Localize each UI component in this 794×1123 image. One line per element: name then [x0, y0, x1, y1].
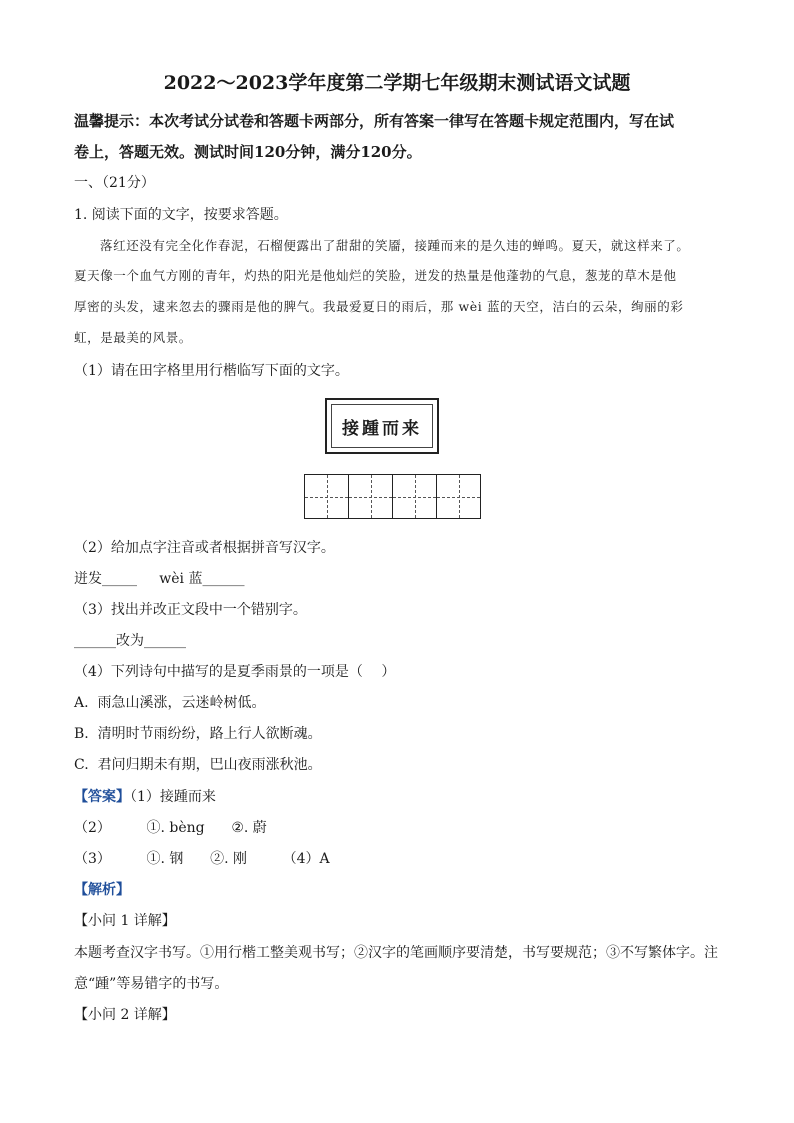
tianzige-cell[interactable] — [304, 474, 349, 519]
notice-line-2: 卷上，答题无效。测试时间120分钟，满分120分。 — [74, 143, 422, 161]
sub-question-1: （1）请在田字格里用行楷临写下面的文字。 — [74, 363, 349, 379]
section-heading: 一、（21分） — [74, 175, 155, 191]
passage-line-4: 虹，是最美的风景。 — [74, 330, 192, 345]
option-b: B. 清明时节雨纷纷，路上行人欲断魂。 — [74, 726, 322, 742]
passage-line-3: 厚密的头发，逮来忽去的骤雨是他的脾气。我最爱夏日的雨后，那 wèi 蓝的天空，洁白的云朵，绚丽的彩 — [74, 299, 684, 314]
detail-1-title: 【小问 1 详解】 — [74, 913, 176, 929]
answer-line-1: （1）接踵而来 — [130, 789, 216, 805]
analysis-label: 【解析】 — [74, 882, 130, 898]
tianzige-grid — [305, 474, 481, 519]
tianzige-cell[interactable] — [348, 474, 393, 519]
sub-question-2: （2）给加点字注音或者根据拼音写汉字。 — [74, 540, 335, 556]
option-c: C. 君问归期未有期，巴山夜雨涨秋池。 — [74, 757, 322, 773]
tianzige-cell[interactable] — [436, 474, 481, 519]
tianzige-cell[interactable] — [392, 474, 437, 519]
exam-title: 2022～2023学年度第二学期七年级期末测试语文试题 — [163, 72, 631, 94]
sub-question-3: （3）找出并改正文段中一个错别字。 — [74, 602, 307, 618]
passage-line-2: 夏天像一个血气方刚的青年，灼热的阳光是他灿烂的笑脸，迸发的热量是他蓬勃的气息，葱茏的草木是他 — [74, 268, 677, 283]
detail-2-title: 【小问 2 详解】 — [74, 1007, 176, 1023]
sub-question-4: （4）下列诗句中描写的是夏季雨景的一项是（ ） — [74, 664, 396, 680]
calligraphy-sample — [325, 398, 439, 454]
passage-line-1: 落红还没有完全化作春泥，石榴便露出了甜甜的笑靥，接踵而来的是久违的蝉鸣。夏天，就这样来了。 — [100, 238, 690, 253]
answer-line-2: （2） ①. bèng ②. 蔚 — [74, 820, 267, 836]
sub-question-2-blanks: 迸发_____ wèi 蓝______ — [74, 571, 245, 587]
answer-label: 【答案】 — [74, 789, 130, 805]
detail-1-text-line-2: 意“踵”等易错字的书写。 — [74, 976, 229, 992]
question-1-stem: 1. 阅读下面的文字，按要求答题。 — [74, 207, 288, 223]
calligraphy-sample-text: 接踵而来 — [331, 404, 433, 448]
sub-question-3-blanks: ______改为______ — [74, 633, 186, 649]
detail-1-text-line-1: 本题考查汉字书写。①用行楷工整美观书写；②汉字的笔画顺序要清楚，书写要规范；③不写繁体字。注 — [74, 945, 718, 961]
answer-line-3: （3） ①. 钢 ②. 刚 （4）A — [74, 851, 330, 867]
option-a: A. 雨急山溪涨，云迷岭树低。 — [74, 695, 266, 711]
notice-line-1: 温馨提示：本次考试分试卷和答题卡两部分，所有答案一律写在答题卡规定范围内，写在试 — [74, 112, 675, 130]
